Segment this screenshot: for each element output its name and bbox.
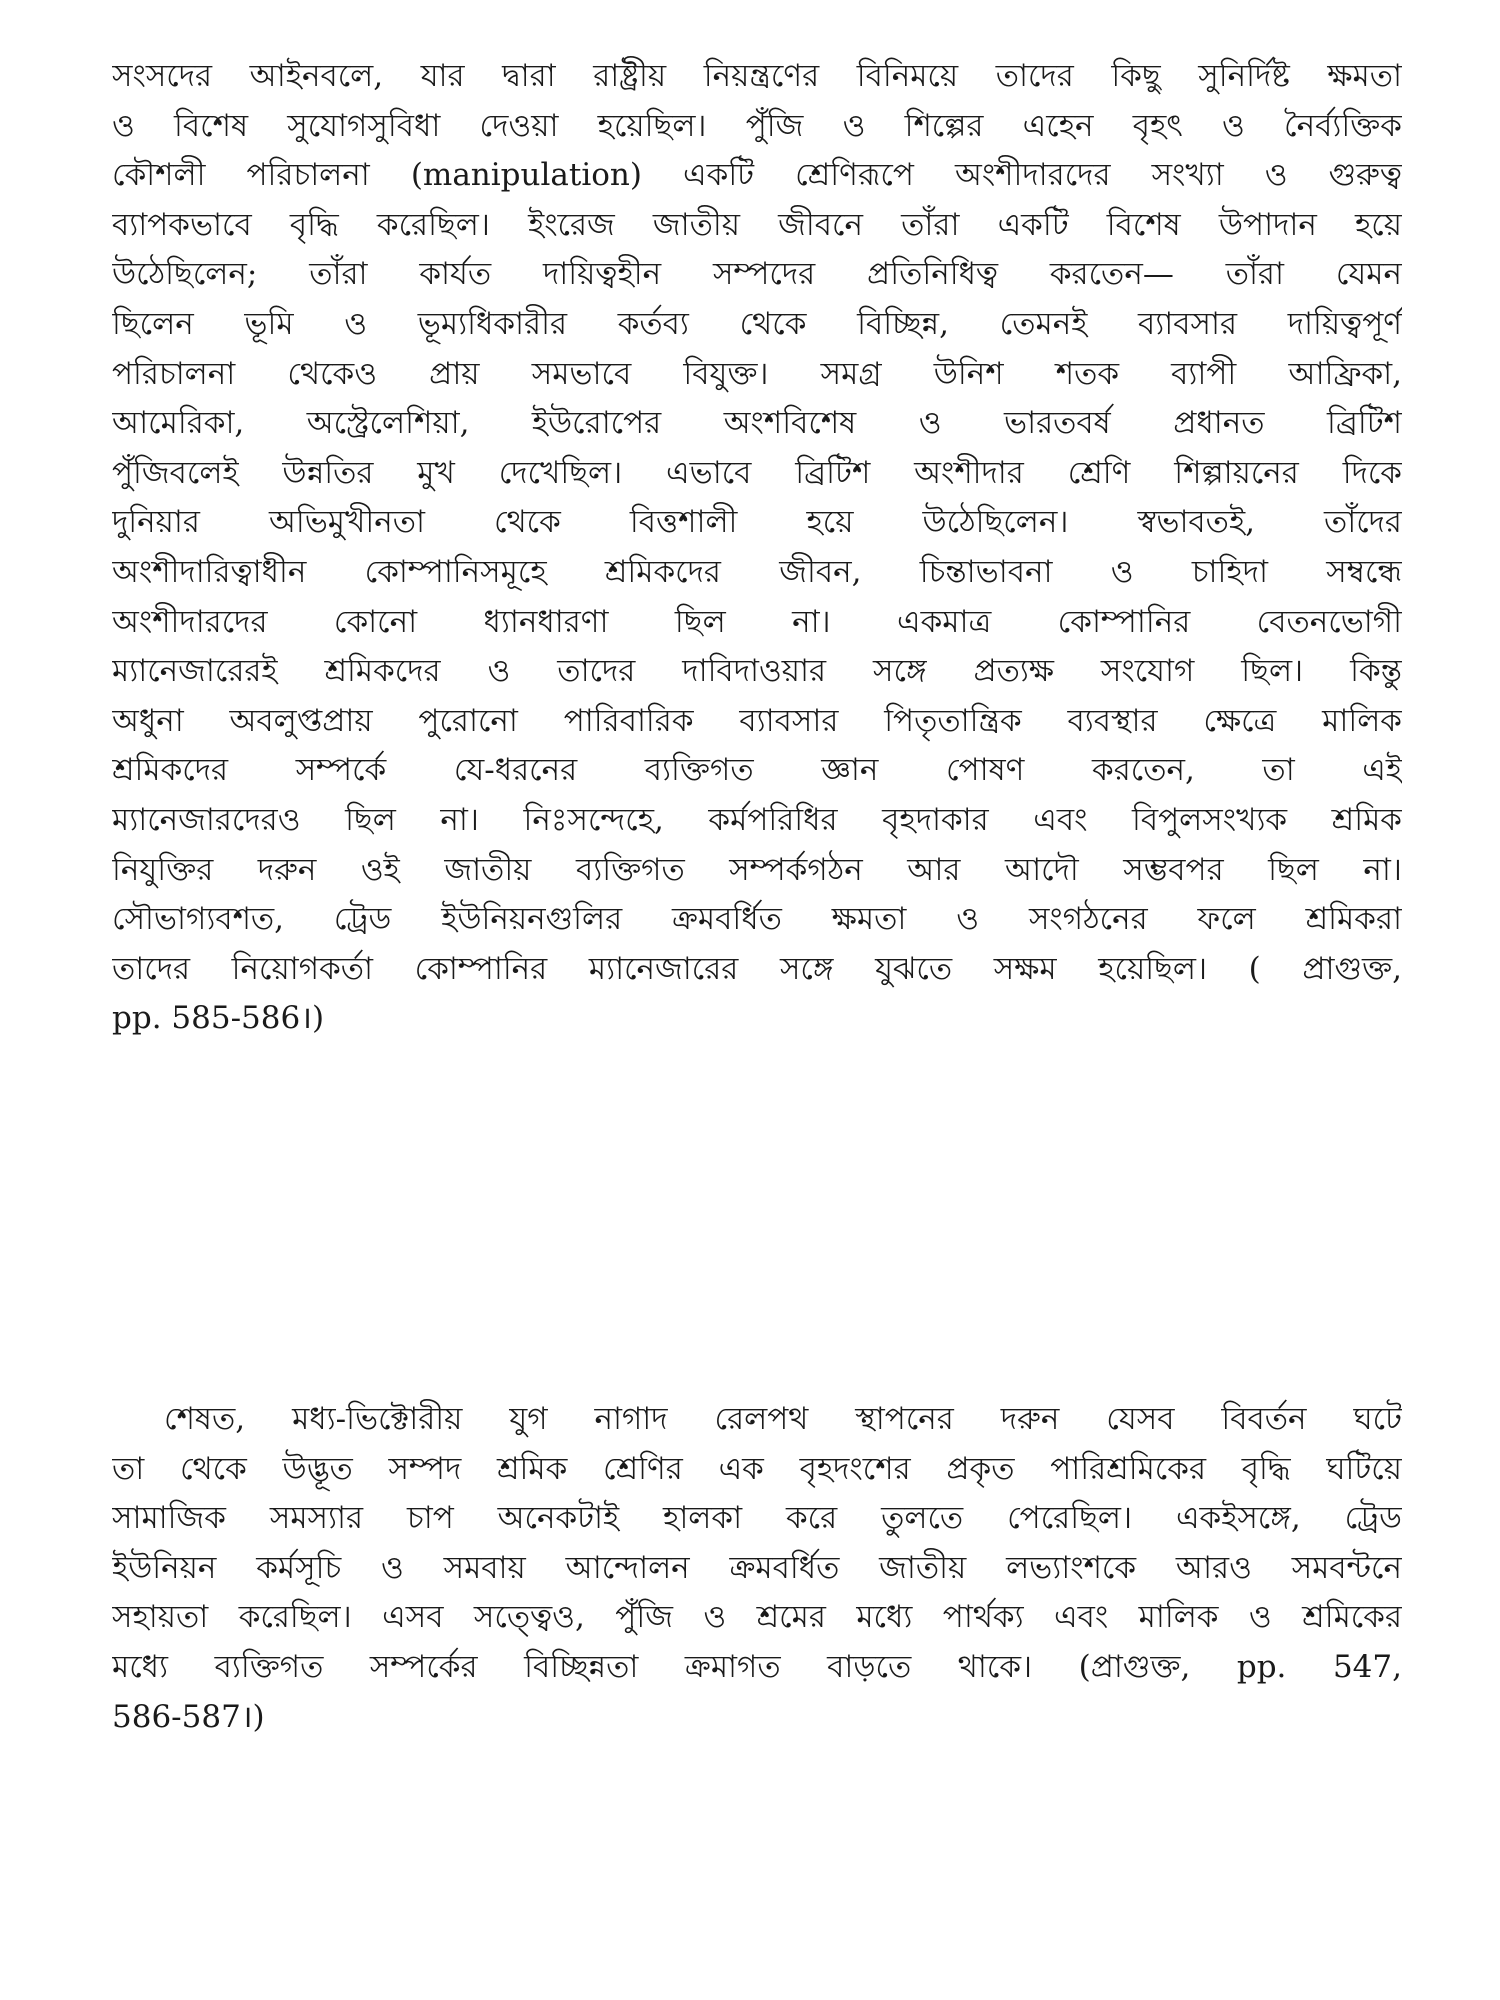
paragraph-1-line-5: উঠেছিলেন; তাঁরা কার্যত দায়িত্বহীন সম্পদের প্রতিনিধিত্ব করতেন— তাঁরা যেমন <box>112 256 1402 293</box>
paragraph-1-line-11: অংশীদারিত্বাধীন কোম্পানিসমূহে শ্রমিকদের জীবন, চিন্তাভাবনা ও চাহিদা সম্বন্ধে <box>112 553 1402 590</box>
paragraph-2-line-5: সহায়তা করেছিল। এসব সত্ত্বেও, পুঁজি ও শ্রমের মধ্যে পার্থক্য এবং মালিক ও শ্রমিকের <box>112 1599 1402 1636</box>
paragraph-1-line-2: ও বিশেষ সুযোগসুবিধা দেওয়া হয়েছিল। পুঁজি ও শিল্পের এহেন বৃহৎ ও নৈর্ব্যক্তিক <box>112 107 1402 144</box>
paragraph-2-line-2: তা থেকে উদ্ভূত সম্পদ শ্রমিক শ্রেণির এক বৃহদংশের প্রকৃত পারিশ্রমিকের বৃদ্ধি ঘটিয়ে <box>112 1450 1402 1487</box>
paragraph-1-line-19: তাদের নিয়োগকর্তা কোম্পানির ম্যানেজারের সঙ্গে যুঝতে সক্ষম হয়েছিল। ( প্রাগুক্ত, <box>112 950 1402 987</box>
paragraph-2-line-1: শেষত, মধ্য-ভিক্টোরীয় যুগ নাগাদ রেলপথ স্থাপনের দরুন যেসব বিবর্তন ঘটে <box>164 1401 1402 1437</box>
paragraph-1-line-14: অধুনা অবলুপ্তপ্রায় পুরোনো পারিবারিক ব্যাবসার পিতৃতান্ত্রিক ব্যবস্থার ক্ষেত্রে মালিক <box>112 702 1402 739</box>
paragraph-1-line-20: pp. 585-586।) <box>112 1000 325 1037</box>
paragraph-1-line-7: পরিচালনা থেকেও প্রায় সমভাবে বিযুক্ত। সমগ্র উনিশ শতক ব্যাপী আফ্রিকা, <box>112 355 1402 392</box>
paragraph-1-line-15: শ্রমিকদের সম্পর্কে যে-ধরনের ব্যক্তিগত জ্ঞান পোষণ করতেন, তা এই <box>112 752 1402 789</box>
paragraph-1-line-16: ম্যানেজারদেরও ছিল না। নিঃসন্দেহে, কর্মপরিধির বৃহদাকার এবং বিপুলসংখ্যক শ্রমিক <box>112 801 1402 838</box>
paragraph-2-line-6: মধ্যে ব্যক্তিগত সম্পর্কের বিচ্ছিন্নতা ক্রমাগত বাড়তে থাকে। (প্রাগুক্ত, pp. 547, <box>112 1648 1402 1685</box>
paragraph-1-line-13: ম্যানেজারেরই শ্রমিকদের ও তাদের দাবিদাওয়ার সঙ্গে প্রত্যক্ষ সংযোগ ছিল। কিন্তু <box>112 653 1402 690</box>
paragraph-2-line-3: সামাজিক সমস্যার চাপ অনেকটাই হালকা করে তুলতে পেরেছিল। একইসঙ্গে, ট্রেড <box>112 1500 1402 1537</box>
paragraph-1-line-8: আমেরিকা, অস্ট্রেলেশিয়া, ইউরোপের অংশবিশেষ ও ভারতবর্ষ প্রধানত ব্রিটিশ <box>112 405 1402 442</box>
paragraph-1-line-6: ছিলেন ভূমি ও ভূম্যধিকারীর কর্তব্য থেকে বিচ্ছিন্ন, তেমনই ব্যাবসার দায়িত্বপূর্ণ <box>112 305 1402 342</box>
paragraph-1-line-12: অংশীদারদের কোনো ধ্যানধারণা ছিল না। একমাত্র কোম্পানির বেতনভোগী <box>112 603 1402 640</box>
paragraph-1-line-3: কৌশলী পরিচালনা (manipulation) একটি শ্রেণিরূপে অংশীদারদের সংখ্যা ও গুরুত্ব <box>112 157 1402 194</box>
paragraph-1-line-1: সংসদের আইনবলে, যার দ্বারা রাষ্ট্রীয় নিয়ন্ত্রণের বিনিময়ে তাদের কিছু সুনির্দিষ্ট ক্ষমতা <box>112 58 1402 94</box>
paragraph-2-line-4: ইউনিয়ন কর্মসূচি ও সমবায় আন্দোলন ক্রমবর্ধিত জাতীয় লভ্যাংশকে আরও সমবন্টনে <box>112 1549 1402 1586</box>
paragraph-1-line-4: ব্যাপকভাবে বৃদ্ধি করেছিল। ইংরেজ জাতীয় জীবনে তাঁরা একটি বিশেষ উপাদান হয়ে <box>112 206 1402 243</box>
paragraph-1-line-17: নিযুক্তির দরুন ওই জাতীয় ব্যক্তিগত সম্পর্কগঠন আর আদৌ সম্ভবপর ছিল না। <box>112 851 1402 888</box>
paragraph-1-line-10: দুনিয়ার অভিমুখীনতা থেকে বিত্তশালী হয়ে উঠেছিলেন। স্বভাবতই, তাঁদের <box>112 504 1402 541</box>
paragraph-1 <box>112 52 1402 1044</box>
paragraph-1-line-9: পুঁজিবলেই উন্নতির মুখ দেখেছিল। এভাবে ব্রিটিশ অংশীদার শ্রেণি শিল্পায়নের দিকে <box>112 454 1402 491</box>
paragraph-2-line-7: 586-587।) <box>112 1698 265 1735</box>
paragraph-2 <box>112 1395 1402 1742</box>
paragraph-1-line-18: সৌভাগ্যবশত, ট্রেড ইউনিয়নগুলির ক্রমবর্ধিত ক্ষমতা ও সংগঠনের ফলে শ্রমিকরা <box>112 901 1402 938</box>
